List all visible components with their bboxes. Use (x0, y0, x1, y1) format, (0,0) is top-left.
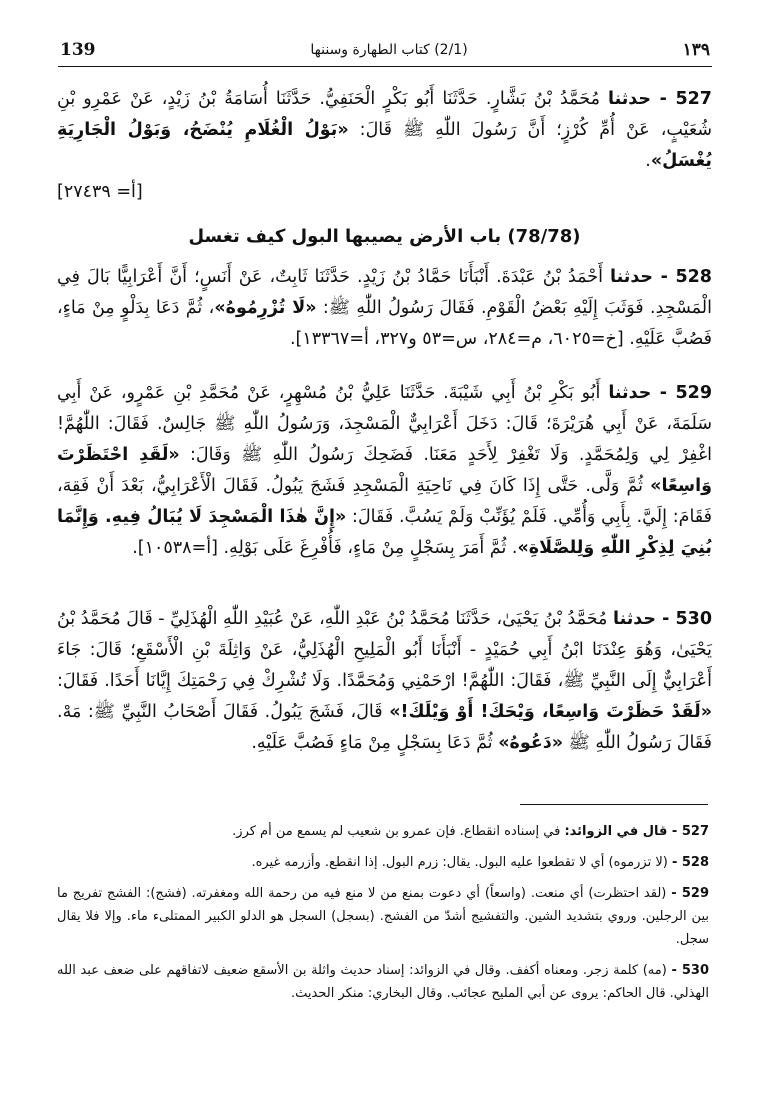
page-header (60, 38, 710, 62)
hadith-527-quote: «بَوْلُ الْغُلَامِ يُنْضَحُ، وَبَوْلُ الْجَارِيَةِ يُغْسَلُ» (57, 120, 712, 171)
hadith-528 (57, 262, 712, 355)
hadith-527-ref: [أ= ٢٧٤٣٩] (57, 182, 143, 202)
hadith-530-lead: 530 - حدثنا (613, 609, 712, 629)
hadith-530-quote-1: «لَقَدْ حَظَرْتَ وَاسِعًا، وَيْحَكَ! أَوْ وَيْلَكَ!» (389, 702, 713, 722)
hadith-528-lead: 528 - حدثنا (610, 267, 712, 287)
hadith-528-quote: «لَا تُزْرِمُوهُ» (214, 298, 317, 318)
footnote-text: (لقد احتظرت) أي منعت. (واسعاً) أي دعوت بمنع من لا منع فيه من رحمة الله ومغفرته. (فشج): الفشج تفريج ما بين الرجلين. وروي بتشديد الشين. والتفشيج أشدّ من الفشج. (بسجل) السجل هو الدلو الكبير الممتلىء ماء. وإلا فلا يقال سجل. (57, 886, 709, 947)
hadith-528-text: أَحْمَدُ بْنُ عَبْدَةَ. أَنْبَأَنَا حَمَّادُ بْنُ زَيْدٍ. حَدَّثَنَا ثَابِتٌ، عَنْ أَنَسٍ؛ أَنَّ أَعْرَابِيًّا بَالَ فِي الْمَسْجِدِ. فَوَثَبَ إِلَيْهِ بَعْضُ الْقَوْمِ. فَقَالَ رَسُولُ اللّٰهِ ﷺ: (57, 267, 712, 318)
footnote-label: 529 - (671, 886, 709, 901)
hadith-529-text: أَبُو بَكْرِ بْنُ أَبِي شَيْبَةَ. حَدَّثَنَا عَلِيُّ بْنُ مُسْهِرٍ، عَنْ مُحَمَّدِ بْنِ عَمْرٍو، عَنْ أَبِي سَلَمَةَ، عَنْ أَبِي هُرَيْرَةَ؛ قَالَ: دَخَلَ أَعْرَابِيٌّ الْمَسْجِدَ، وَرَسُولُ اللّٰهِ ﷺ جَالِسٌ. فَقَالَ: اللّٰهُمَّ! اغْفِرْ لِي وَلِمُحَمَّدٍ. وَلَا تَغْفِرْ لِأَحَدٍ مَعَنَا. فَضَحِكَ رَسُولُ اللّٰهِ ﷺ وَقَالَ: (57, 383, 712, 465)
page-number-arabic: ١٣٩ (682, 40, 710, 60)
hadith-527-end: . (645, 151, 651, 171)
footnote-530 (57, 959, 709, 1005)
hadith-529-ref: [أ=١٠٥٣٨]. (132, 538, 224, 558)
footnote-529 (57, 882, 709, 951)
footnote-label: 527 - قال في الزوائد: (564, 824, 709, 839)
hadith-528-text2: ، ثُمَّ دَعَا بِدَلْوٍ مِنْ مَاءٍ، فَصُبَّ عَلَيْهِ. (57, 298, 712, 349)
hadith-530 (57, 604, 712, 759)
chapter-heading: (78/78) باب الأرض يصيبها البول كيف تغسل (188, 226, 581, 247)
hadith-530-text3: ثُمَّ دَعَا بِسَجْلٍ مِنْ مَاءٍ فَصُبَّ عَلَيْهِ. (251, 733, 499, 753)
hadith-527 (57, 84, 712, 208)
hadith-529-quote-2: «إِنَّ هٰذَا الْمَسْجِدَ لَا يُبَالُ فِيهِ. وَإِنَّمَا بُنِيَ لِذِكْرِ اللّٰهِ وَلِلصَّلَاةِ» (57, 507, 712, 558)
footnote-527 (57, 820, 709, 843)
hadith-529-quote-1: «لَقَدِ احْتَظَرْتَ وَاسِعًا» (57, 445, 712, 496)
hadith-530-text: مُحَمَّدُ بْنُ يَحْيَىٰ، حَدَّثَنَا مُحَمَّدُ بْنُ عَبْدِ اللّٰهِ، عَنْ عُبَيْدِ اللّٰهِ الْهُذَلِيِّ - قَالَ مُحَمَّدُ بْنُ يَحْيَىٰ، وَهُوَ عِنْدَنَا ابْنُ أَبِي حُمَيْدٍ - أَنْبَأَنَا أَبُو الْمَلِيحِ الْهُذَلِيُّ، عَنْ وَاثِلَةَ بْنِ الْأَسْقَعِ؛ قَالَ: جَاءَ أَعْرَابِيٌّ إِلَى النَّبِيِّ ﷺ، فَقَالَ: اللّٰهُمَّ! ارْحَمْنِي وَمُحَمَّدًا. وَلَا تُشْرِكْ فِي رَحْمَتِكَ إِيَّانَا أَحَدًا. فَقَالَ: (56, 609, 712, 691)
hadith-529-text2: ثُمَّ وَلَّى. حَتَّى إِذَا كَانَ فِي نَاحِيَةِ الْمَسْجِدِ فَشَجَ يَبُولُ. فَقَالَ الْأَعْرَابِيُّ، بَعْدَ أَنْ فَقِهَ، فَقَامَ: إِلَيَّ. بِأَبِي وَأُمِّي. فَلَمْ يُؤَنِّبْ وَلَمْ يَسُبَّ. فَقَالَ: (57, 476, 712, 527)
hadith-527-lead: 527 - حدثنا (608, 89, 712, 109)
footnotes (57, 820, 709, 1013)
footnote-label: 530 - (671, 963, 710, 978)
running-title: (2/1) كتاب الطهارة وسننها (310, 42, 468, 58)
footnote-528 (57, 851, 709, 874)
hadith-529-lead: 529 - حدثنا (608, 383, 712, 403)
hadith-530-text2: قَالَ، فَشَجَ يَبُولُ. فَقَالَ أَصْحَابُ النَّبِيِّ ﷺ: مَهْ. فَقَالَ رَسُولُ اللّٰهِ ﷺ (57, 702, 712, 753)
footnote-label: 528 - (671, 855, 709, 870)
footnote-text: (لا تزرموه) أي لا تقطعوا عليه البول. يقال: زرم البول. إذا انقطع. وأزرمه غيره. (251, 855, 672, 870)
hadith-530-quote-2: «دَعُوهُ» (498, 733, 564, 753)
header-rule (58, 66, 712, 67)
hadith-528-ref: [خ=٦٠٢٥، م=٢٨٤، س=٥٣ و٣٢٧، أ=١٣٣٦٧]. (289, 329, 630, 349)
hadith-529-text3: . ثُمَّ أَمَرَ بِسَجْلٍ مِنْ مَاءٍ، فَأُفْرِغَ عَلَى بَوْلِهِ. (223, 538, 518, 558)
footnote-text: (مه) كلمة زجر. ومعناه أكفف. وقال في الزوائد: إسناد حديث واثلة بن الأسقع ضعيف لاتفاقهم على ضعف عبد الله الهذلي. قال الحاكم: يروى عن أبي المليح عجائب. وقال البخاري: منكر الحديث. (57, 963, 709, 1001)
hadith-527-text: مُحَمَّدُ بْنُ بَشَّارٍ. حَدَّثَنَا أَبُو بَكْرٍ الْحَنَفِيُّ. حَدَّثَنَا أُسَامَةُ بْنُ زَيْدٍ، عَنْ عَمْرِو بْنِ شُعَيْبٍ، عَنْ أُمِّ كُرْزٍ؛ أَنَّ رَسُولَ اللّٰهِ ﷺ قَالَ: (57, 89, 712, 140)
page-number-latin: 139 (60, 40, 96, 60)
hadith-529 (57, 378, 712, 564)
footnote-text: في إسناده انقطاع. فإن عمرو بن شعيب لم يسمع من أم كرز. (232, 824, 565, 839)
footnote-rule (520, 804, 708, 805)
